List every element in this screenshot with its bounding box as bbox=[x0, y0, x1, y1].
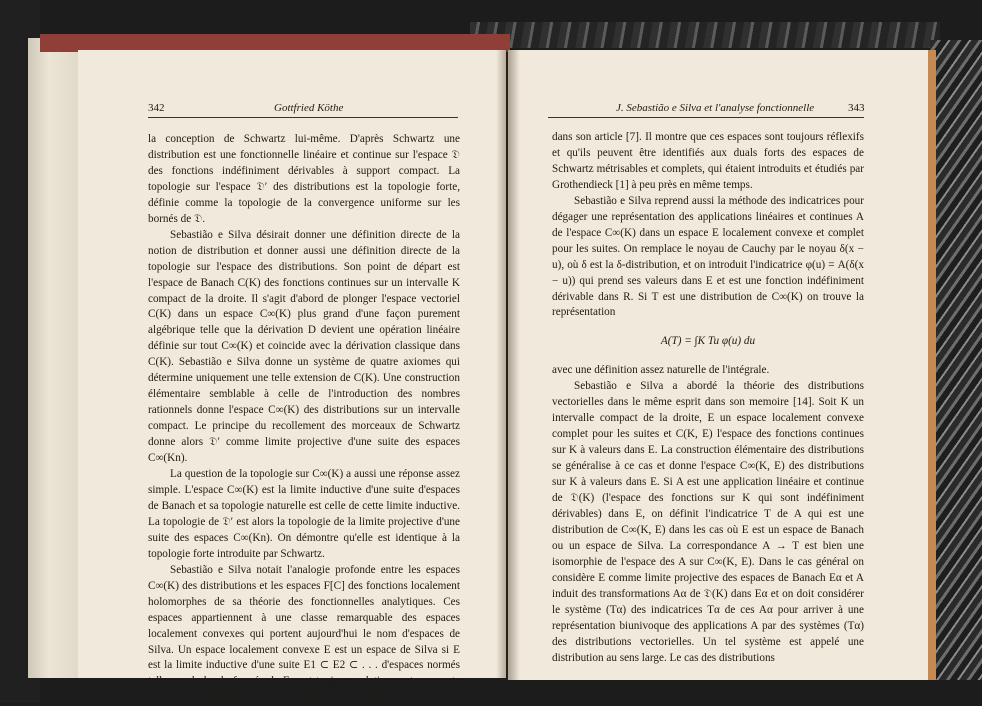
left-page bbox=[78, 50, 506, 704]
right-running-head: J. Sebastião e Silva et l'analyse fonctionnelle bbox=[616, 102, 815, 114]
paragraph: Sebastião e Silva notait l'analogie profonde entre les espaces C∞(K) des distributions et les espaces F[C] des fonctions localement holomorphes de sa théorie des fonctionnelles analytiques. Ces espaces appartiennent à une classe remarquable des espaces localement convexes qui portent aujourd'hui le nom d'espaces de Silva. Un espace localement convexe E est un espace de Silva si E est la limite inductive d'une suite E1 ⊂ E2 ⊂ . . . d'espaces normés telle que la boule fermée de En est toujours relativement compacte dans En+1. Sebastião e Silva fait l'étude de ces espaces bbox=[148, 563, 460, 704]
left-header-rule bbox=[148, 117, 458, 118]
right-page-body bbox=[552, 130, 864, 667]
paragraph: Sebastião e Silva désirait donner une définition directe de la notion de distribution et donner aussi une définition directe de la topologie sur l'espace des distributions. Son point de départ est l'espace de Banach C(K) des fonctions continues sur un intervalle K compact de la droite. Il s'agit d'abord de plonger l'espace vectoriel C(K) dans un espace C∞(K) plus grand d'une façon purement algébrique telle que la dérivation D devient une opération linéaire définie sur tout C∞(K) et coincide avec la dérivation classique dans C(K). Sebastião e Silva donne un système de quatre axiomes qui détermine uniquement une telle extension de C(K). Une construction élémentaire semblable à celle de l'introduction des nombres rationnels donne l'espace C∞(K) des distributions sur un intervalle compact. Le principe du recollement des morceaux de Schwartz donne alors 𝔇′ comme limite projective d'une suite des espaces C∞(Kn). bbox=[148, 228, 460, 465]
page-block-edge bbox=[28, 38, 80, 678]
book-cover-top bbox=[470, 22, 940, 48]
right-page bbox=[508, 50, 928, 680]
integral-formula: A(T) = ∫K Tu φ(u) du bbox=[660, 335, 756, 348]
book-spine-shadow bbox=[496, 50, 520, 680]
paragraph: La question de la topologie sur C∞(K) a aussi une réponse assez simple. L'espace C∞(K) est la limite inductive d'une suite d'espaces de Banach et sa topologie naturelle est celle de cette limite inductive. La topologie de 𝔇′ est alors la topologie de la limite projective d'une suite des espaces C∞(Kn). On démontre qu'elle est identique à la topologie forte introduite par Schwartz. bbox=[148, 468, 460, 560]
left-running-head: Gottfried Köthe bbox=[274, 102, 344, 114]
paragraph: dans son article [7]. Il montre que ces espaces sont toujours réflexifs et qu'ils peuvent être identifiés aux duals forts des espaces de Schwartz métrisables et complets, qui étaient introduits et étudiés par Grothendieck [1] à peu près en même temps. bbox=[552, 131, 864, 191]
paragraph: avec une définition assez naturelle de l'intégrale. bbox=[552, 364, 770, 377]
paragraph: la conception de Schwartz lui-même. D'après Schwartz une distribution est une fonctionnelle linéaire et continue sur l'espace 𝔇 des fonctions indéfiniment dérivables à support compact. La topologie sur l'espace 𝔇′ des distributions est la topologie forte, définie comme la topologie de la convergence uniforme sur les bornés de 𝔇. bbox=[148, 133, 460, 225]
marbled-cover-edge bbox=[930, 40, 982, 680]
left-page-body bbox=[148, 132, 460, 706]
right-page-number: 343 bbox=[848, 102, 865, 114]
paragraph: Sebastião e Silva a abordé la théorie des distributions vectorielles dans le même esprit dans son memoire [14]. Soit K un intervalle compact de la droite, E un espace localement convexe complet pour les suites et C(K, E) l'espace des fonctions continues sur K à valeurs dans E. La construction élémentaire des distributions se généralise à ce cas et donne l'espace C∞(K, E) des distributions sur K à valeurs dans E. Si A est une application linéaire et continue de 𝔇(K) (l'espace des fonctions sur K qui sont indéfiniment dérivables) dans E, on définit l'indicatrice T de A qui est une distribution de C∞(K, E) dans les cas où E est un espace de Banach ou un espace de Silva. La correspondance A → T est bien une isomorphie de l'espace des A sur C∞(K, E). Dans le cas général on considère E comme limite projective des espaces de Banach Eα et A induit des transformations Aα de 𝔇(K) dans Eα et on doit considérer le système (Tα) des indicatrices Tα de ces Aα pour arriver à une représentation biunivoque des applications A par des systèmes (Tα) des distributions vectorielles. Un tel système est appelé une distribution au sens large. Le cas des distributions bbox=[552, 380, 864, 664]
paragraph: Sebastião e Silva reprend aussi la méthode des indicatrices pour dégager une représentation des applications linéaires et continues A de l'espace C∞(K) dans un espace E localement convexe et complet pour les suites. On remplace le noyau de Cauchy par le noyau δ(x − u), où δ est la δ-distribution, et on introduit l'indicatrice φ(u) = A(δ(x − u)) qui prend ses valeurs dans E et est une fonction indéfiniment dérivable dans R. Si T est une distribution de C∞(K) on trouve la représentation bbox=[552, 194, 864, 319]
right-header-rule bbox=[548, 117, 864, 118]
orange-page-edge bbox=[928, 50, 936, 680]
left-page-number: 342 bbox=[148, 102, 165, 114]
